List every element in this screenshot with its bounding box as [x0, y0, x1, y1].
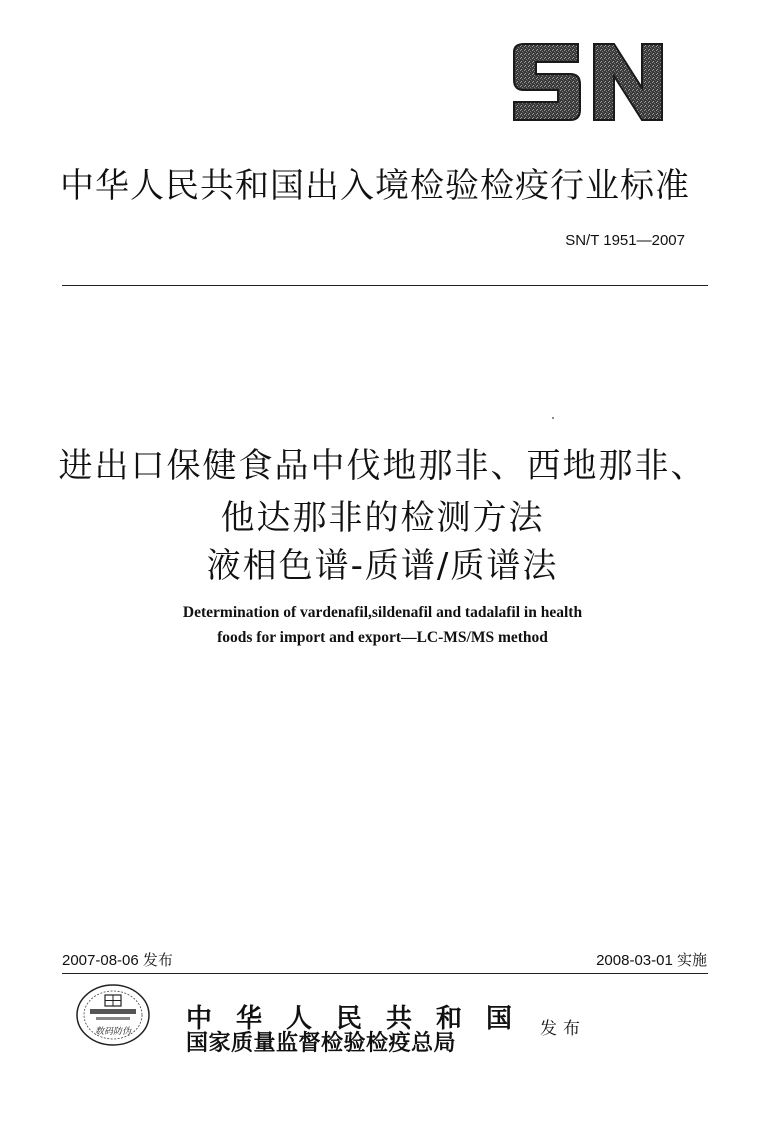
- issue-date: 2007-08-06 发布: [62, 952, 173, 969]
- seal-label: 数码防伪: [94, 1027, 132, 1037]
- anti-counterfeit-seal: [74, 982, 152, 1048]
- publish-label: 发布: [540, 1019, 586, 1039]
- issuer-line-1: 中华人民共和国: [186, 1004, 537, 1034]
- issuer-line-2: 国家质量监督检验检疫总局: [186, 1030, 457, 1056]
- sn-logo: [508, 42, 668, 122]
- implementation-date: 2008-03-01 实施: [596, 952, 707, 969]
- header-divider: [62, 285, 708, 286]
- title-en-line-1: Determination of vardenafil,sildenafil and tadalafil in health: [182, 604, 583, 621]
- standard-code: SN/T 1951—2007: [565, 232, 685, 249]
- title-zh-line-2: 他达那非的检测方法: [220, 498, 545, 538]
- scan-speck: [552, 417, 554, 419]
- standard-type-heading: 中华人民共和国出入境检验检疫行业标准: [60, 166, 690, 206]
- title-zh-line-3: 液相色谱-质谱/质谱法: [206, 546, 559, 586]
- footer-divider: [62, 973, 708, 974]
- title-zh-line-1: 进出口保健食品中伐地那非、西地那非、: [58, 446, 707, 486]
- title-en-line-2: foods for import and export—LC-MS/MS method: [217, 629, 548, 646]
